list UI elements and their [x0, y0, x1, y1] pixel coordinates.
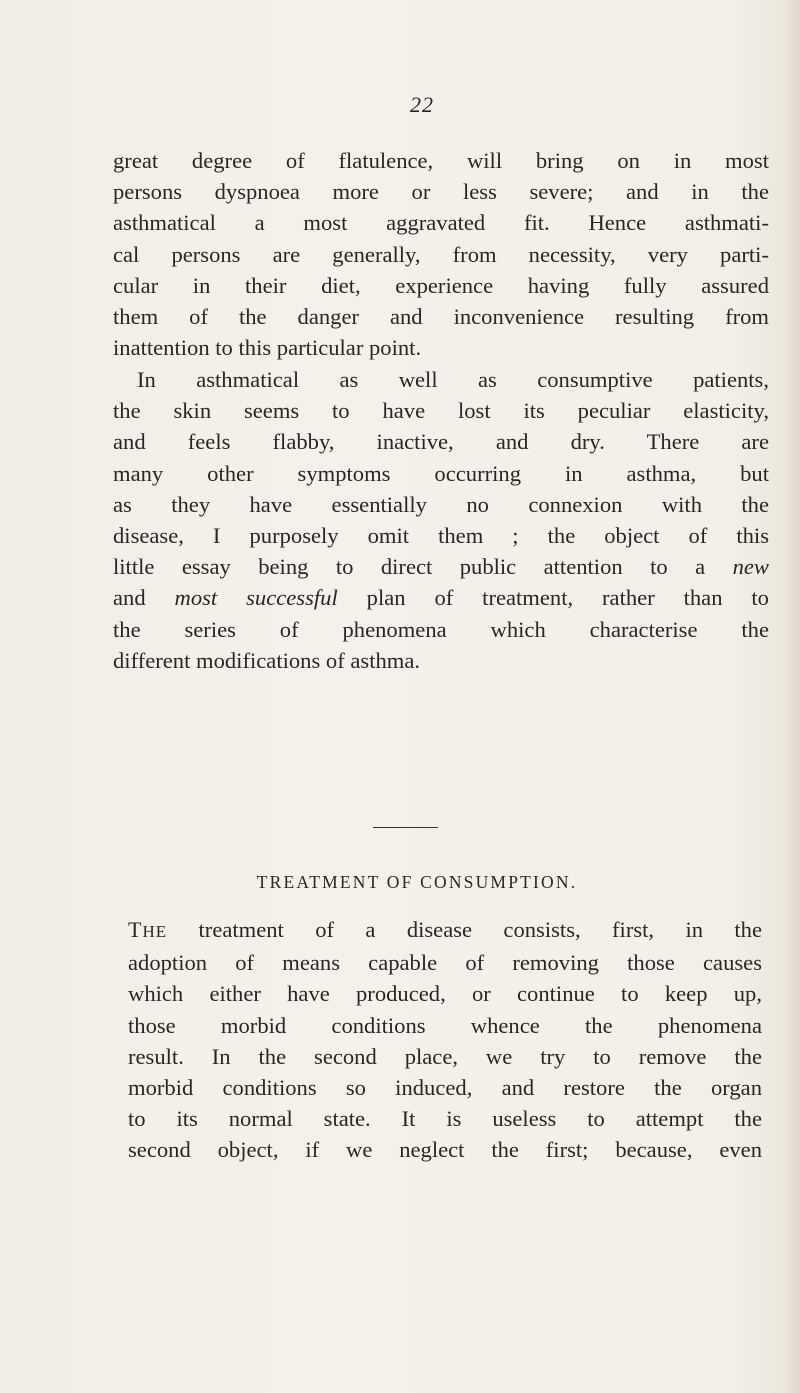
- text-line: the series of phenomena which characterise the: [113, 616, 769, 642]
- text-line: them of the danger and inconvenience resulting from: [113, 304, 769, 330]
- paragraph-symptoms: [113, 364, 769, 676]
- text-line: the skin seems to have lost its peculiar elasticity,: [113, 398, 769, 424]
- paragraph-continuation: [113, 145, 769, 363]
- text-line: to its normal state. It is useless to attempt the: [128, 1106, 762, 1132]
- section-heading: TREATMENT OF CONSUMPTION.: [256, 872, 578, 892]
- text-line: and feels flabby, inactive, and dry. There are: [113, 429, 769, 455]
- text-line: disease, I purposely omit them ; the object of this: [113, 523, 769, 549]
- text-fragment: and: [113, 585, 146, 611]
- text-line: In asthmatical as well as consumptive patients,: [137, 367, 769, 392]
- text-line: [113, 582, 769, 613]
- text-line: those morbid conditions whence the phenomena: [128, 1012, 762, 1038]
- text-line: asthmatical a most aggravated fit. Hence asthmati-: [113, 210, 769, 236]
- small-caps-rest: HE: [142, 922, 168, 941]
- text-line: persons dyspnoea more or less severe; and in the: [113, 179, 769, 205]
- text-fragment: plan of treatment, rather than to: [366, 585, 769, 611]
- text-line: as they have essentially no connexion with the: [113, 491, 769, 517]
- page-edge-shadow: [786, 0, 800, 1393]
- text-line: inattention to this particular point.: [113, 335, 422, 361]
- text-line: second object, if we neglect the first; because, even: [128, 1137, 762, 1163]
- page-number: 22: [410, 92, 434, 117]
- small-caps-initial: T: [128, 917, 143, 942]
- text-line: [128, 914, 762, 947]
- text-fragment: little essay being to direct public attention to a: [113, 554, 706, 580]
- text-line: morbid conditions so induced, and restore the organ: [128, 1075, 762, 1101]
- text-line: cular in their diet, experience having fully assured: [113, 272, 769, 298]
- text-line: result. In the second place, we try to remove the: [128, 1043, 762, 1069]
- text-line: cal persons are generally, from necessity, very parti-: [113, 241, 769, 267]
- text-line: many other symptoms occurring in asthma, but: [113, 460, 769, 486]
- italic-word: new: [732, 554, 769, 580]
- italic-phrase: most successful: [174, 585, 338, 611]
- text-line: [113, 551, 769, 582]
- text-line: different modifications of asthma.: [113, 647, 421, 673]
- paragraph-treatment: [128, 914, 762, 1166]
- text-line: which either have produced, or continue to keep up,: [128, 981, 762, 1007]
- text-line: great degree of flatulence, will bring on in most: [113, 148, 769, 173]
- text-line: adoption of means capable of removing those causes: [128, 950, 762, 976]
- section-divider: [373, 827, 438, 828]
- text-fragment: treatment of a disease consists, first, in the: [198, 917, 762, 942]
